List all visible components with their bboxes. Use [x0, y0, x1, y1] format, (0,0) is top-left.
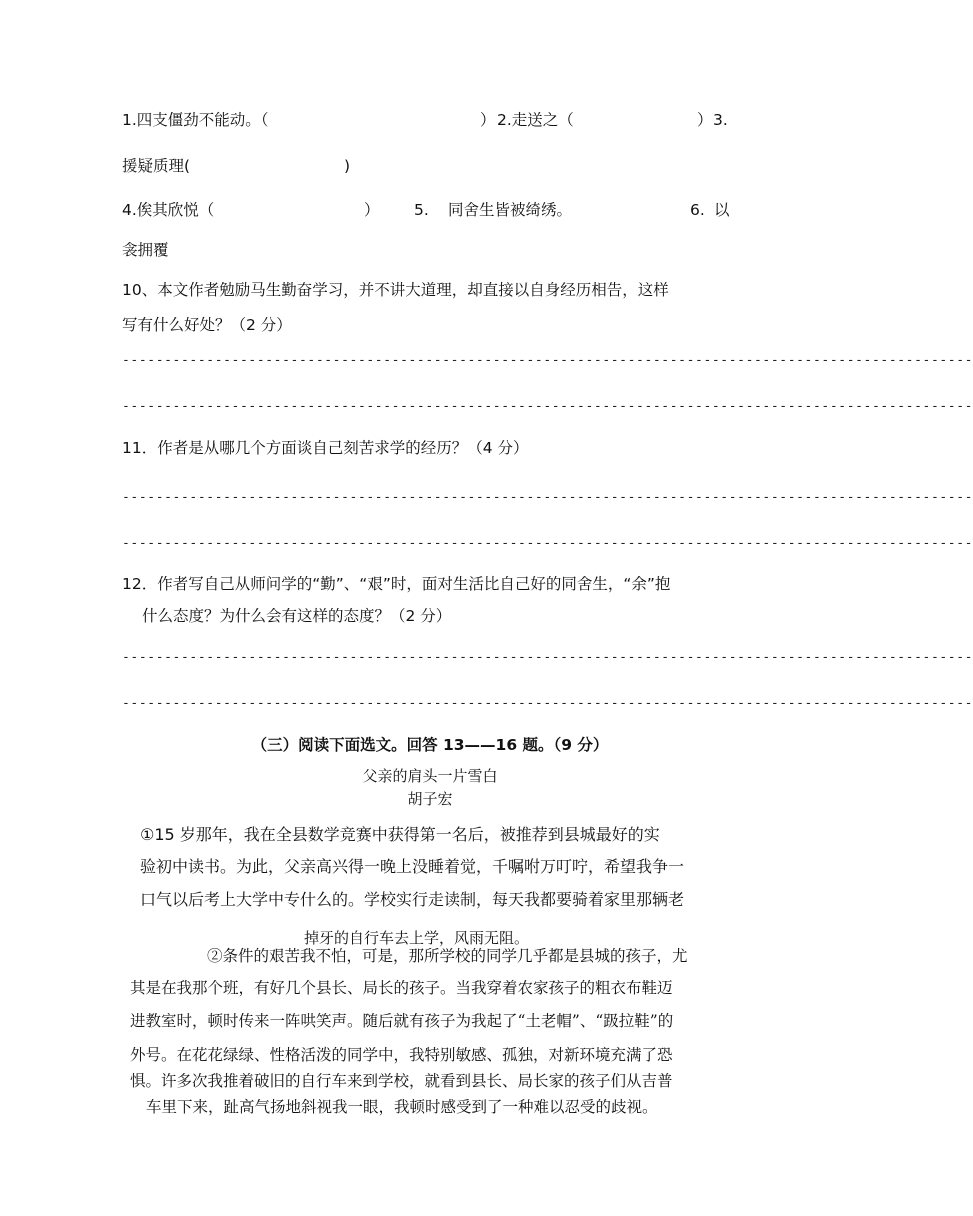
vocab-item-1-text: 1.四支僵劲不能动。（ [122, 111, 269, 129]
vocab-item-1-close: ） [480, 111, 496, 129]
answer-line[interactable]: ----------------------------------------------------------------------------------------------------- [122, 696, 973, 711]
vocab-item-6-head: 以 [714, 201, 730, 219]
answer-line[interactable]: ----------------------------------------------------------------------------------------------------- [122, 536, 973, 551]
question-12-line-2: 什么态度？为什么会有这样的态度？（2 分） [142, 607, 452, 625]
question-11: 11．作者是从哪几个方面谈自己刻苦求学的经历？（4 分） [122, 439, 529, 457]
passage-paragraph-2-line-6: 车里下来，趾高气扬地斜视我一眼，我顿时感受到了一种难以忍受的歧视。 [146, 1098, 658, 1116]
vocab-item-5: 同舍生皆被绮绣。 [448, 201, 573, 219]
article-author: 胡子宏 [407, 790, 453, 808]
answer-line[interactable]: ----------------------------------------------------------------------------------------------------- [122, 490, 973, 505]
vocab-item-3-close: ) [344, 157, 351, 175]
vocab-item-6-number: 6. [690, 201, 705, 219]
vocab-item-4: 4.俟其欣悦（ [122, 201, 215, 219]
answer-line[interactable]: ----------------------------------------------------------------------------------------------------- [122, 399, 973, 414]
passage-paragraph-2-line-2: 其是在我那个班，有好几个县长、局长的孩子。当我穿着农家孩子的粗衣布鞋迈 [130, 979, 673, 997]
vocab-item-1 [122, 110, 269, 130]
passage-paragraph-1-line-4: 掉牙的自行车去上学，风雨无阻。 [304, 929, 530, 947]
vocab-item-2: 2.走送之（ [497, 111, 574, 129]
answer-line[interactable]: ----------------------------------------------------------------------------------------------------- [122, 650, 973, 665]
vocab-item-6: 衾拥覆 [122, 241, 169, 259]
passage-paragraph-2-line-4: 外号。在花花绿绿、性格活泼的同学中，我特别敏感、孤独，对新环境充满了恐 [130, 1046, 673, 1064]
vocab-item-5-number: 5. [414, 201, 429, 219]
question-12-line-1: 12．作者写自己从师问学的“勤”、“艰”时，面对生活比自己好的同舍生，“余”抱 [122, 575, 671, 593]
answer-line[interactable]: ----------------------------------------------------------------------------------------------------- [122, 353, 973, 368]
section-heading: （三）阅读下面选文。回答 13——16 题。（9 分） [251, 736, 609, 754]
passage-paragraph-1-line-1: ①15 岁那年，我在全县数学竞赛中获得第一名后，被推荐到县城最好的实 [140, 825, 660, 844]
passage-paragraph-2-line-1: ②条件的艰苦我不怕，可是，那所学校的同学几乎都是县城的孩子，尤 [207, 947, 688, 965]
article-title: 父亲的肩头一片雪白 [362, 767, 498, 785]
passage-paragraph-1-line-2: 验初中读书。为此，父亲高兴得一晚上没睡着觉，千嘱咐万叮咛，希望我争一 [140, 857, 685, 876]
passage-paragraph-2-line-3: 进教室时，顿时传来一阵哄笑声。随后就有孩子为我起了“土老帽”、“趿拉鞋”的 [130, 1012, 674, 1030]
vocab-item-2-close: ） [697, 111, 713, 129]
question-10-line-1: 10、本文作者勉励马生勤奋学习，并不讲大道理，却直接以自身经历相告，这样 [122, 281, 669, 299]
passage-paragraph-2-line-5: 惧。许多次我推着破旧的自行车来到学校，就看到县长、局长家的孩子们从吉普 [130, 1072, 673, 1090]
vocab-item-3-number: 3. [713, 111, 728, 129]
vocab-item-3: 援疑质理( [122, 157, 191, 175]
passage-paragraph-1-line-3: 口气以后考上大学中专什么的。学校实行走读制，每天我都要骑着家里那辆老 [140, 890, 685, 909]
question-10-line-2: 写有什么好处？（2 分） [122, 316, 292, 334]
vocab-item-4-close: ） [364, 201, 380, 219]
